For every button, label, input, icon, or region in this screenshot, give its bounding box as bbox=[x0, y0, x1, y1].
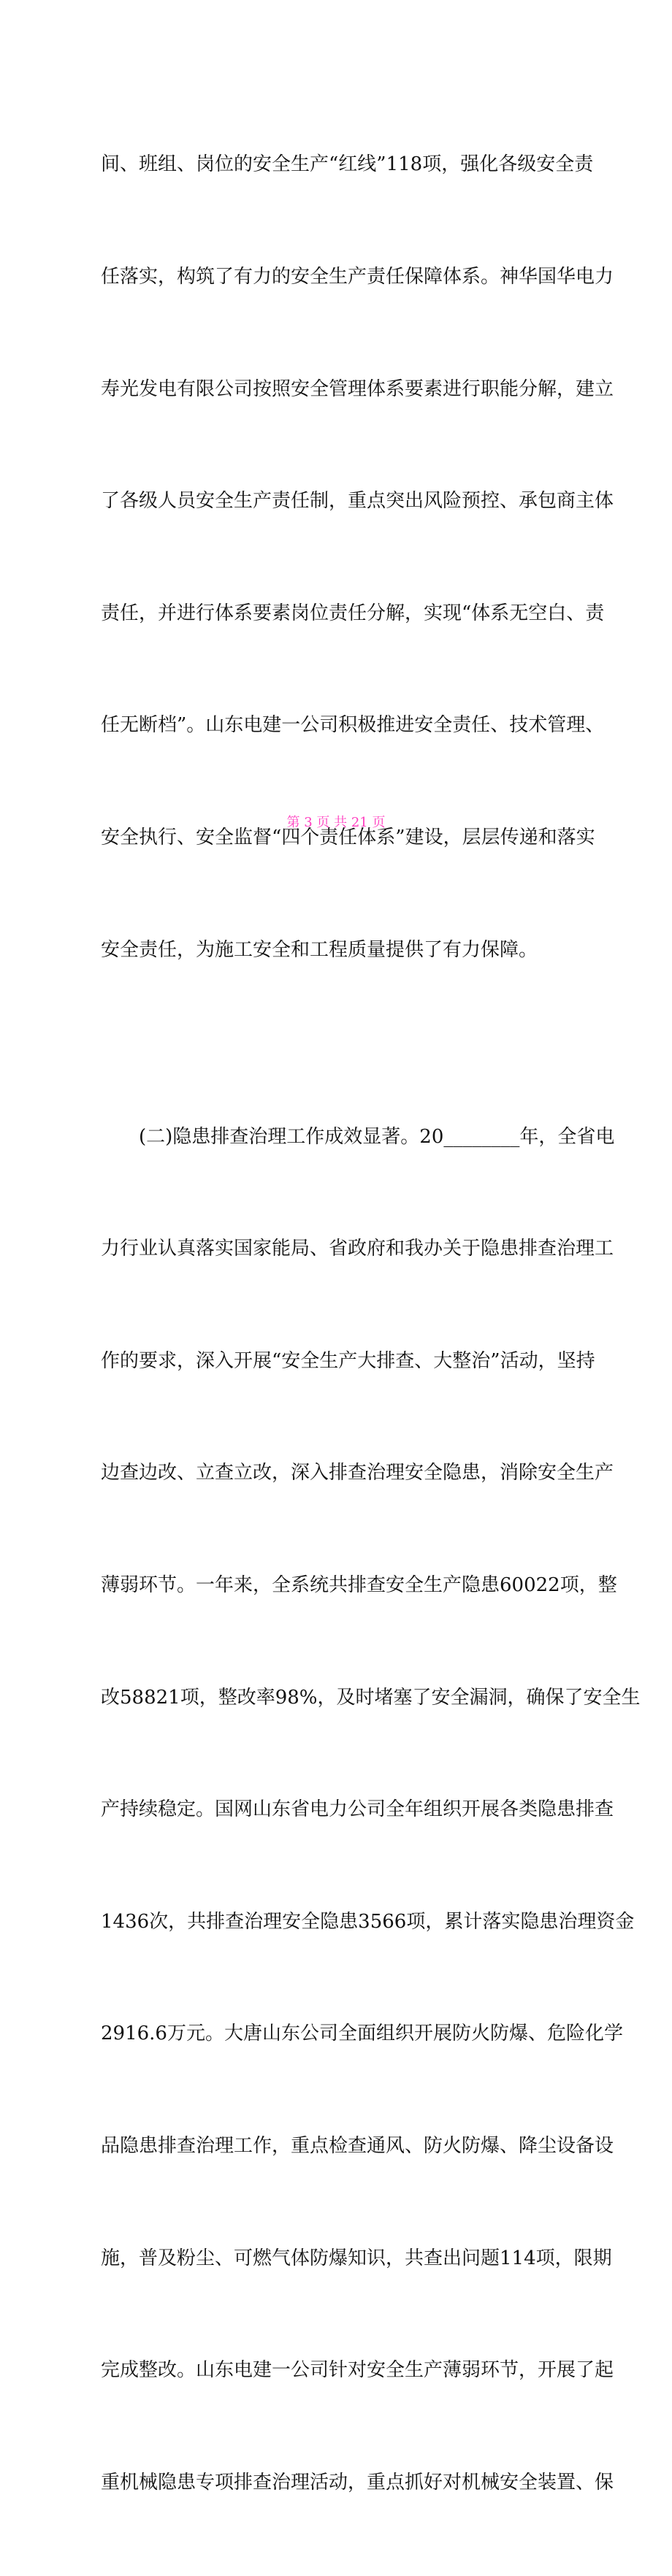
text-line: 产持续稳定。国网山东省电力公司全年组织开展各类隐患排查 bbox=[101, 1798, 614, 1821]
text-line: 间、班组、岗位的安全生产“红线”118项，强化各级安全责 bbox=[101, 153, 594, 176]
text-line: 作的要求，深入开展“安全生产大排查、大整治”活动，坚持 bbox=[101, 1349, 595, 1372]
text-line: (二)隐患排查治理工作成效显著。20________年，全省电 bbox=[101, 1125, 615, 1148]
text-line: 改58821项，整改率98%，及时堵塞了安全漏洞，确保了安全生 bbox=[101, 1686, 641, 1709]
text-line: 安全责任，为施工安全和工程质量提供了有力保障。 bbox=[101, 938, 538, 961]
text-line: 边查边改、立查立改，深入排查治理安全隐患，消除安全生产 bbox=[101, 1462, 614, 1484]
paragraph-1 bbox=[101, 72, 614, 1043]
text-line: 重机械隐患专项排查治理活动，重点抓好对机械安全装置、保 bbox=[101, 2471, 614, 2493]
text-line: 品隐患排查治理工作，重点检查通风、防火防爆、降尘设备设 bbox=[101, 2134, 614, 2157]
page-number-footer: 第 3 页 共 21 页 bbox=[286, 815, 386, 830]
text-line: 安全执行、安全监督“四个责任体系”建设，层层传递和落实 bbox=[101, 826, 595, 848]
text-line: 了各级人员安全生产责任制，重点突出风险预控、承包商主体 bbox=[101, 490, 614, 513]
text-line: 2916.6万元。大唐山东公司全面组织开展防火防爆、危险化学 bbox=[101, 2023, 623, 2045]
text-line: 施，普及粉尘、可燃气体防爆知识，共查出问题114项，限期 bbox=[101, 2247, 612, 2269]
document-body bbox=[101, 72, 641, 2576]
text-line: 1436次，共排查治理安全隐患3566项，累计落实隐患治理资金 bbox=[101, 1910, 635, 1933]
text-line: 责任，并进行体系要素岗位责任分解，实现“体系无空白、责 bbox=[101, 602, 605, 624]
text-line: 力行业认真落实国家能局、省政府和我办关于隐患排查治理工 bbox=[101, 1238, 614, 1260]
text-line: 任落实，构筑了有力的安全生产责任保障体系。神华国华电力 bbox=[101, 266, 614, 288]
text-line: 任无断档”。山东电建一公司积极推进安全责任、技术管理、 bbox=[101, 714, 605, 737]
text-line: 薄弱环节。一年来，全系统共排查安全生产隐患60022项，整 bbox=[101, 1573, 617, 1596]
paragraph-2 bbox=[101, 1043, 641, 2576]
text-line: 完成整改。山东电建一公司针对安全生产薄弱环节，开展了起 bbox=[101, 2359, 614, 2382]
text-line: 寿光发电有限公司按照安全管理体系要素进行职能分解，建立 bbox=[101, 377, 614, 400]
